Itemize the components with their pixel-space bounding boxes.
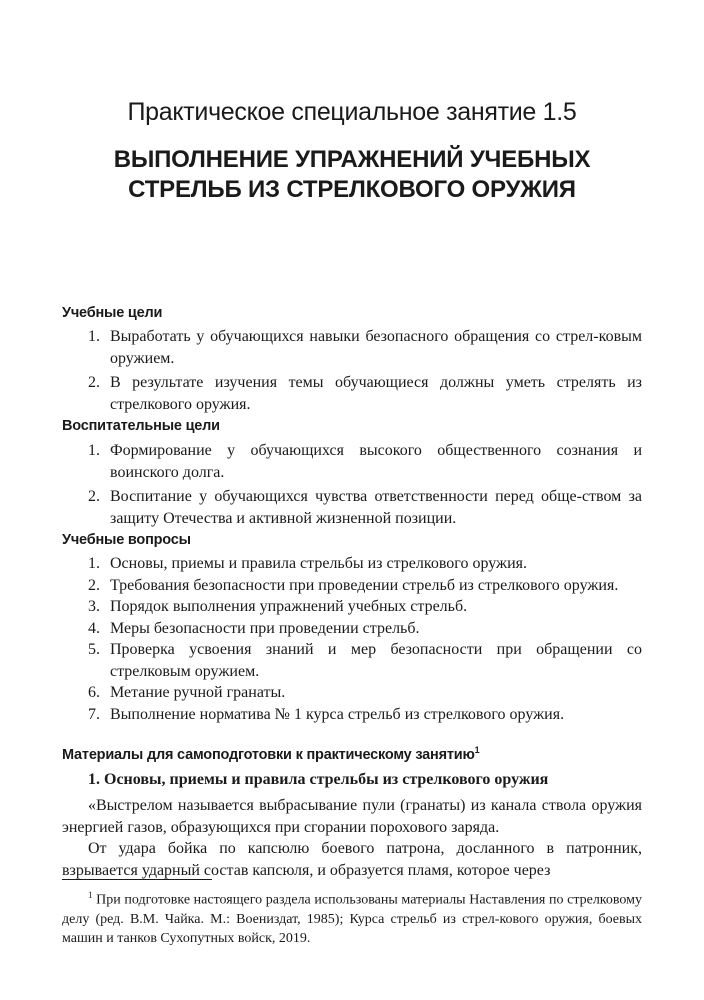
educational-goals-list [62, 440, 642, 529]
footnote-text: При подготовке настоящего раздела использованы материалы Наставления по стрелковому делу (ред. В.М. Чайка. М.: Воениздат, 1985); Курса стрельб из стрел-кового оружия, боевых машин и танков Сухопутных войск, 2019. [62, 892, 643, 946]
list-item-text: В результате изучения темы обучающиеся должны уметь стрелять из стрелкового оружия. [110, 374, 642, 413]
list-item-number: 2. [88, 488, 100, 505]
subsection-title: 1. Основы, приемы и правила стрельбы из стрелкового оружия [88, 771, 549, 788]
list-item-number: 5. [88, 641, 100, 658]
list-item-number: 1. [88, 442, 100, 459]
footnote-mark: 1 [88, 890, 93, 900]
educational-goals-title: Воспитательные цели [62, 418, 220, 434]
lesson-title [0, 145, 704, 205]
list-item [62, 486, 642, 529]
list-item [62, 682, 642, 704]
list-item-number: 7. [88, 705, 100, 723]
questions-title: Учебные вопросы [62, 532, 191, 548]
list-item [62, 596, 642, 618]
list-item [62, 372, 642, 415]
materials-title [62, 745, 479, 763]
list-item-text: Выработать у обучающихся навыки безопасного обращения со стрел-ковым оружием. [110, 328, 642, 367]
list-item-text: Метание ручной гранаты. [110, 684, 286, 701]
list-item-number: 3. [88, 598, 100, 615]
paragraph: «Выстрелом называется выбрасывание пули (гранаты) из канала ствола оружия энергией газов, образующихся при сгорании порохового заряда. [62, 797, 642, 836]
list-item-number: 1. [88, 328, 100, 345]
body-text [62, 795, 642, 881]
paragraph: От удара бойка по капсюлю боевого патрона, досланного в патронник, взрывается ударный состав капсюля, и образуется пламя, которое через [62, 840, 642, 879]
list-item-text: Меры безопасности при проведении стрельб. [110, 619, 420, 637]
list-item-text: Порядок выполнения упражнений учебных стрельб. [110, 598, 468, 615]
lesson-title-line-1: ВЫПОЛНЕНИЕ УПРАЖНЕНИЙ УЧЕБНЫХ [113, 146, 591, 173]
list-item-text: Требования безопасности при проведении стрельб из стрелкового оружия. [110, 576, 619, 594]
list-item-number: 1. [88, 555, 100, 572]
list-item [62, 639, 642, 682]
learning-goals-list [62, 326, 642, 415]
lesson-subtitle: Практическое специальное занятие 1.5 [127, 98, 577, 126]
list-item [62, 553, 642, 575]
list-item [62, 575, 642, 597]
learning-goals-title: Учебные цели [62, 305, 163, 321]
list-item [62, 704, 642, 726]
list-item-number: 2. [88, 576, 100, 594]
list-item-text: Выполнение норматива № 1 курса стрельб из стрелкового оружия. [110, 705, 565, 723]
footnote-divider [62, 879, 212, 880]
list-item-text: Воспитание у обучающихся чувства ответственности перед обще-ством за защиту Отечества и активной жизненной позиции. [110, 488, 642, 527]
list-item-text: Основы, приемы и правила стрельбы из стрелкового оружия. [110, 555, 527, 572]
list-item-number: 4. [88, 619, 100, 637]
list-item-text: Формирование у обучающихся высокого общественного сознания и воинского долга. [110, 442, 642, 481]
lesson-title-line-2: СТРЕЛЬБ ИЗ СТРЕЛКОВОГО ОРУЖИЯ [128, 176, 576, 203]
list-item [62, 618, 642, 640]
materials-title-text: Материалы для самоподготовки к практическому занятию [62, 746, 475, 763]
list-item-number: 2. [88, 374, 100, 391]
list-item-number: 6. [88, 684, 100, 701]
questions-list [62, 553, 642, 725]
list-item [62, 326, 642, 369]
list-item-text: Проверка усвоения знаний и мер безопасности при обращении со стрелковым оружием. [110, 641, 642, 680]
footnote [62, 886, 642, 948]
list-item [62, 440, 642, 483]
footnote-reference: 1 [474, 745, 480, 755]
